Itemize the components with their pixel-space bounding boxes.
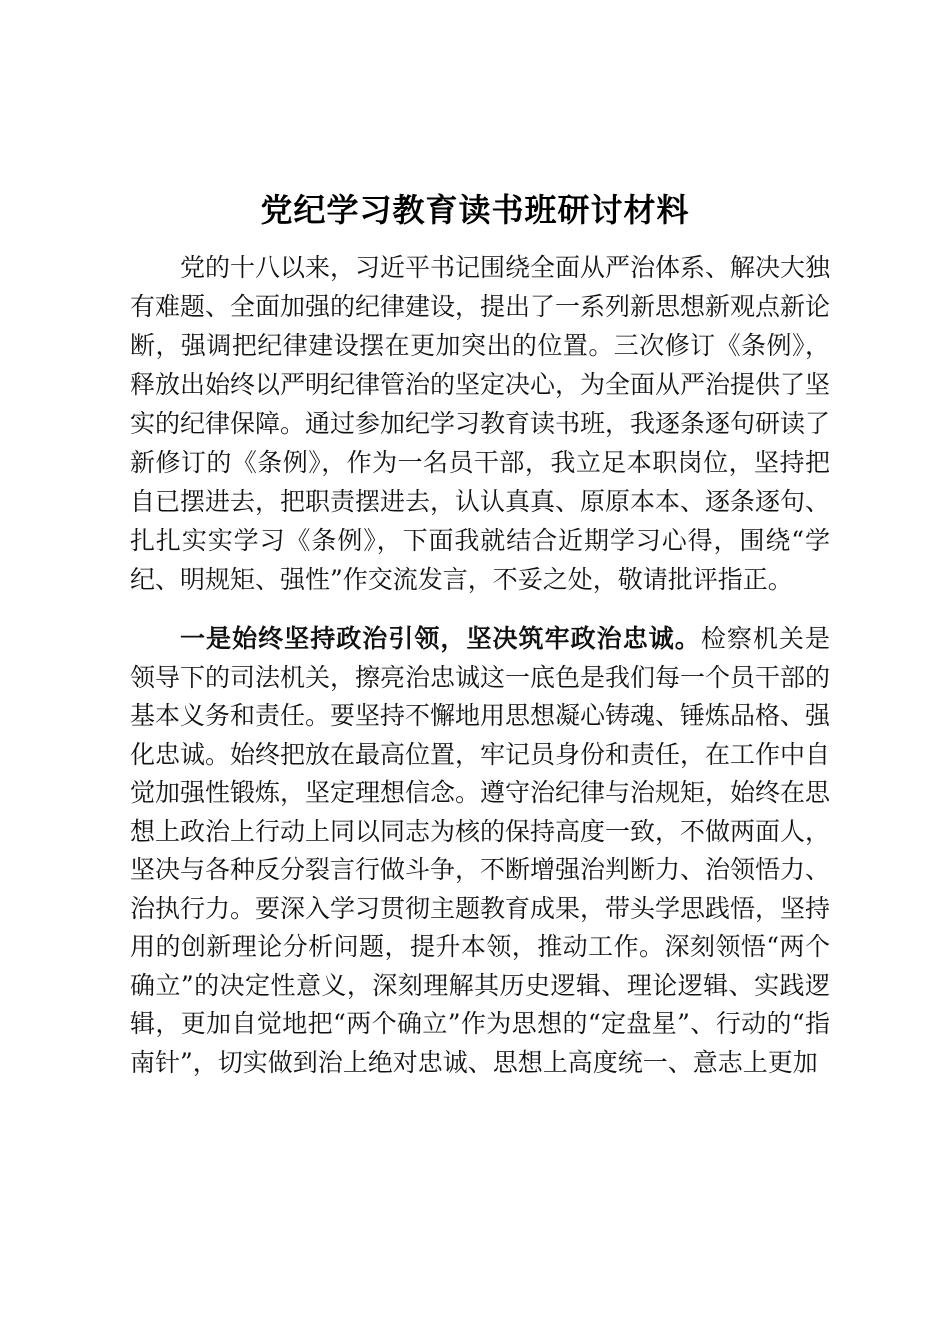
paragraph-intro-text: 党的十八以来，习近平书记围绕全面从严治体系、解决大独有难题、全面加强的纪律建设，提出了一系列新思想新观点新论断，强调把纪律建设摆在更加突出的位置。三次修订《条例》，释放出始终以严明纪律管治的坚定决心，为全面从严治提供了坚实的纪律保障。通过参加纪学习教育读书班，我逐条逐句研读了新修订的《条例》，作为一名员干部，我立足本职岗位，坚持把自已摆进去，把职责摆进去，认认真真、原原本本、逐条逐句、扎扎实实学习《条例》，下面我就结合近期学习心得，围绕“学纪、明规矩、强性”作交流发言，不妥之处，敬请批评指正。 <box>130 253 831 594</box>
paragraph-point-one-text: 检察机关是领导下的司法机关，擦亮治忠诚这一底色是我们每一个员干部的基本义务和责任。要坚持不懈地用思想凝心铸魂、锤炼品格、强化忠诚。始终把放在最高位置，牢记员身份和责任，在工作中自觉加强性锻炼，坚定理想信念。遵守治纪律与治规矩，始终在思想上政治上行动上同以同志为核的保持高度一致，不做两面人，坚决与各种反分裂言行做斗争，不断增强治判断力、治领悟力、治执行力。要深入学习贯彻主题教育成果，带头学思践悟，坚持用的创新理论分析问题，提升本领，推动工作。深刻领悟“两个确立”的决定性意义，深刻理解其历史逻辑、理论逻辑、实践逻辑，更加自觉地把“两个确立”作为思想的“定盘星”、行动的“指南针”，切实做到治上绝对忠诚、思想上高度统一、意志上更加 <box>130 624 831 1077</box>
document-title: 党纪学习教育读书班研讨材料 <box>260 191 690 229</box>
paragraph-point-one <box>130 620 830 1082</box>
paragraph-point-one-lead: 一是始终坚持政治引领，坚决筑牢政治忠诚。 <box>180 624 701 653</box>
paragraph-intro <box>130 248 830 599</box>
